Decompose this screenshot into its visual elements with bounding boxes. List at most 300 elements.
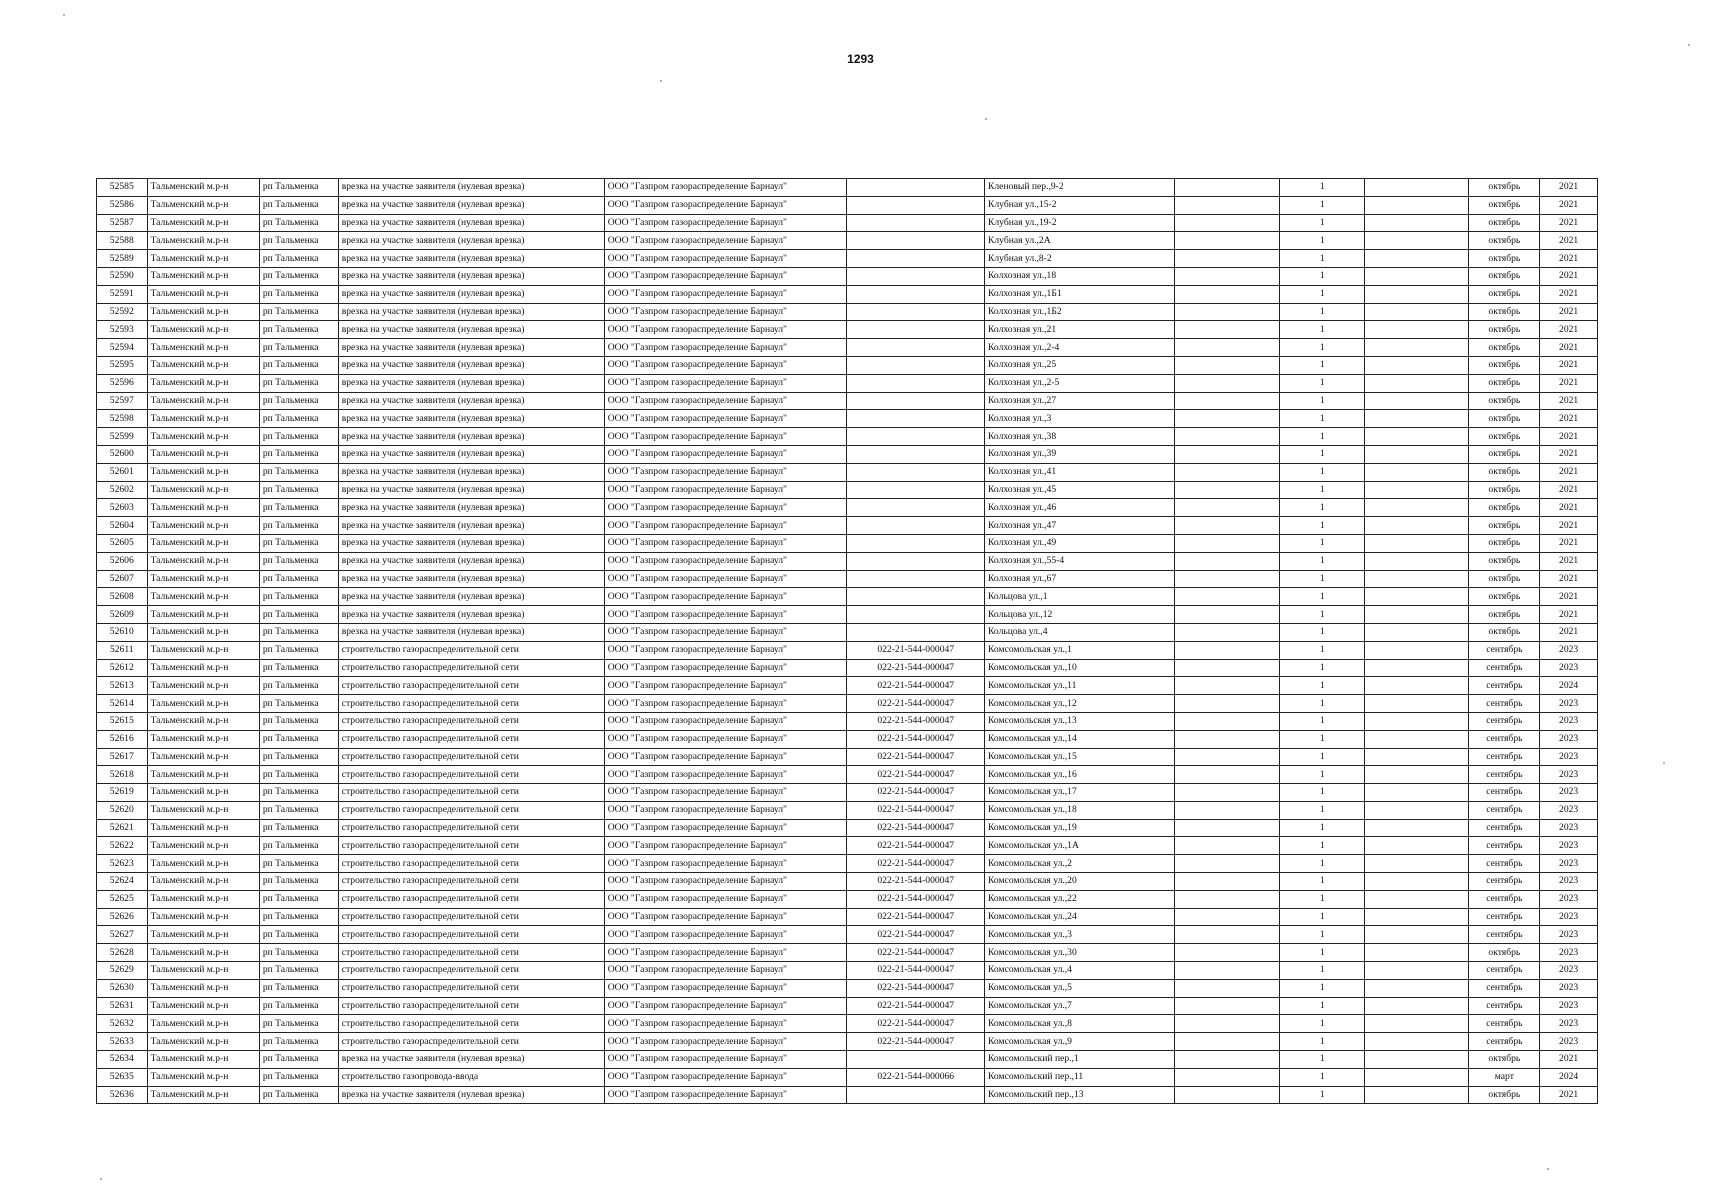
cell-num: 52601 [97, 463, 148, 481]
cell-settlement: рп Тальменка [259, 374, 338, 392]
cell-address: Колхозная ул.,2-4 [985, 339, 1175, 357]
cell-num: 52618 [97, 766, 148, 784]
cell-work: врезка на участке заявителя (нулевая врезка) [338, 267, 604, 285]
cell-district: Тальменский м.р-н [147, 410, 259, 428]
cell-district: Тальменский м.р-н [147, 303, 259, 321]
cell-empty [1175, 374, 1280, 392]
cell-address: Комсомольская ул.,1А [985, 837, 1175, 855]
cell-work: врезка на участке заявителя (нулевая врезка) [338, 517, 604, 535]
cell-org: ООО "Газпром газораспределение Барнаул" [604, 250, 847, 268]
cell-empty [1365, 712, 1469, 730]
cell-count: 1 [1280, 303, 1365, 321]
cell-empty [1175, 428, 1280, 446]
cell-month: октябрь [1469, 285, 1540, 303]
cell-district: Тальменский м.р-н [147, 552, 259, 570]
cell-org: ООО "Газпром газораспределение Барнаул" [604, 819, 847, 837]
cell-address: Комсомольская ул.,1 [985, 641, 1175, 659]
cell-month: октябрь [1469, 606, 1540, 624]
cell-num: 52588 [97, 232, 148, 250]
cell-org: ООО "Газпром газораспределение Барнаул" [604, 890, 847, 908]
cell-org: ООО "Газпром газораспределение Барнаул" [604, 232, 847, 250]
cell-org: ООО "Газпром газораспределение Барнаул" [604, 588, 847, 606]
cell-settlement: рп Тальменка [259, 1086, 338, 1104]
cell-settlement: рп Тальменка [259, 1051, 338, 1069]
cell-settlement: рп Тальменка [259, 944, 338, 962]
cell-org: ООО "Газпром газораспределение Барнаул" [604, 997, 847, 1015]
cell-work: врезка на участке заявителя (нулевая врезка) [338, 339, 604, 357]
cell-code: 022-21-544-000047 [847, 766, 985, 784]
cell-empty [1365, 339, 1469, 357]
table-row [97, 1051, 1598, 1069]
cell-empty [1365, 214, 1469, 232]
scan-speck [1547, 1168, 1549, 1170]
cell-work: строительство газораспределительной сети [338, 979, 604, 997]
cell-empty [1175, 819, 1280, 837]
cell-org: ООО "Газпром газораспределение Барнаул" [604, 944, 847, 962]
cell-empty [1365, 588, 1469, 606]
cell-year: 2023 [1540, 979, 1598, 997]
table-row [97, 748, 1598, 766]
cell-empty [1175, 712, 1280, 730]
cell-work: строительство газораспределительной сети [338, 801, 604, 819]
cell-settlement: рп Тальменка [259, 232, 338, 250]
cell-empty [1365, 428, 1469, 446]
cell-org: ООО "Газпром газораспределение Барнаул" [604, 517, 847, 535]
cell-district: Тальменский м.р-н [147, 606, 259, 624]
cell-settlement: рп Тальменка [259, 712, 338, 730]
cell-address: Комсомольская ул.,18 [985, 801, 1175, 819]
cell-year: 2021 [1540, 410, 1598, 428]
cell-address: Комсомольская ул.,16 [985, 766, 1175, 784]
table-row [97, 303, 1598, 321]
cell-empty [1365, 641, 1469, 659]
cell-month: октябрь [1469, 250, 1540, 268]
cell-code [847, 570, 985, 588]
cell-empty [1365, 837, 1469, 855]
cell-org: ООО "Газпром газораспределение Барнаул" [604, 766, 847, 784]
cell-num: 52622 [97, 837, 148, 855]
cell-month: октябрь [1469, 321, 1540, 339]
cell-month: сентябрь [1469, 712, 1540, 730]
cell-month: октябрь [1469, 463, 1540, 481]
cell-count: 1 [1280, 677, 1365, 695]
cell-month: октябрь [1469, 1051, 1540, 1069]
cell-month: октябрь [1469, 428, 1540, 446]
cell-work: строительство газораспределительной сети [338, 695, 604, 713]
cell-address: Клубная ул.,15-2 [985, 196, 1175, 214]
cell-year: 2021 [1540, 534, 1598, 552]
table-row [97, 677, 1598, 695]
cell-org: ООО "Газпром газораспределение Барнаул" [604, 463, 847, 481]
cell-org: ООО "Газпром газораспределение Барнаул" [604, 1086, 847, 1104]
table-row [97, 481, 1598, 499]
cell-address: Колхозная ул.,2-5 [985, 374, 1175, 392]
cell-org: ООО "Газпром газораспределение Барнаул" [604, 481, 847, 499]
cell-org: ООО "Газпром газораспределение Барнаул" [604, 321, 847, 339]
cell-settlement: рп Тальменка [259, 303, 338, 321]
cell-org: ООО "Газпром газораспределение Барнаул" [604, 356, 847, 374]
cell-empty [1365, 481, 1469, 499]
cell-year: 2021 [1540, 196, 1598, 214]
cell-count: 1 [1280, 428, 1365, 446]
cell-org: ООО "Газпром газораспределение Барнаул" [604, 445, 847, 463]
cell-settlement: рп Тальменка [259, 285, 338, 303]
cell-address: Кольцова ул.,1 [985, 588, 1175, 606]
cell-work: врезка на участке заявителя (нулевая врезка) [338, 606, 604, 624]
cell-empty [1365, 1033, 1469, 1051]
cell-empty [1175, 499, 1280, 517]
cell-num: 52633 [97, 1033, 148, 1051]
table-row [97, 321, 1598, 339]
cell-empty [1365, 890, 1469, 908]
cell-num: 52597 [97, 392, 148, 410]
cell-num: 52585 [97, 179, 148, 197]
cell-empty [1175, 445, 1280, 463]
table-row [97, 588, 1598, 606]
cell-num: 52591 [97, 285, 148, 303]
cell-code [847, 356, 985, 374]
cell-district: Тальменский м.р-н [147, 890, 259, 908]
cell-empty [1365, 232, 1469, 250]
cell-org: ООО "Газпром газораспределение Барнаул" [604, 570, 847, 588]
table-row [97, 392, 1598, 410]
cell-work: строительство газораспределительной сети [338, 873, 604, 891]
cell-district: Тальменский м.р-н [147, 339, 259, 357]
cell-work: строительство газораспределительной сети [338, 766, 604, 784]
cell-district: Тальменский м.р-н [147, 837, 259, 855]
cell-settlement: рп Тальменка [259, 766, 338, 784]
cell-settlement: рп Тальменка [259, 1033, 338, 1051]
cell-month: октябрь [1469, 196, 1540, 214]
cell-settlement: рп Тальменка [259, 623, 338, 641]
cell-district: Тальменский м.р-н [147, 570, 259, 588]
cell-month: сентябрь [1469, 1015, 1540, 1033]
cell-address: Кольцова ул.,4 [985, 623, 1175, 641]
cell-num: 52595 [97, 356, 148, 374]
cell-code: 022-21-544-000047 [847, 837, 985, 855]
cell-year: 2021 [1540, 463, 1598, 481]
cell-num: 52604 [97, 517, 148, 535]
cell-empty [1175, 214, 1280, 232]
cell-count: 1 [1280, 570, 1365, 588]
cell-num: 52616 [97, 730, 148, 748]
cell-empty [1175, 179, 1280, 197]
cell-num: 52594 [97, 339, 148, 357]
table-row [97, 339, 1598, 357]
cell-code: 022-21-544-000066 [847, 1068, 985, 1086]
cell-settlement: рп Тальменка [259, 392, 338, 410]
cell-empty [1365, 392, 1469, 410]
cell-org: ООО "Газпром газораспределение Барнаул" [604, 499, 847, 517]
cell-district: Тальменский м.р-н [147, 730, 259, 748]
cell-district: Тальменский м.р-н [147, 1068, 259, 1086]
table-row [97, 926, 1598, 944]
cell-year: 2021 [1540, 623, 1598, 641]
cell-address: Клубная ул.,8-2 [985, 250, 1175, 268]
cell-num: 52593 [97, 321, 148, 339]
cell-count: 1 [1280, 730, 1365, 748]
cell-settlement: рп Тальменка [259, 837, 338, 855]
table-row [97, 1033, 1598, 1051]
cell-code: 022-21-544-000047 [847, 944, 985, 962]
cell-org: ООО "Газпром газораспределение Барнаул" [604, 837, 847, 855]
cell-empty [1175, 303, 1280, 321]
table-row [97, 232, 1598, 250]
cell-empty [1365, 1068, 1469, 1086]
cell-org: ООО "Газпром газораспределение Барнаул" [604, 196, 847, 214]
cell-empty [1175, 944, 1280, 962]
cell-num: 52628 [97, 944, 148, 962]
cell-org: ООО "Газпром газораспределение Барнаул" [604, 428, 847, 446]
cell-month: октябрь [1469, 392, 1540, 410]
cell-empty [1175, 339, 1280, 357]
cell-month: март [1469, 1068, 1540, 1086]
cell-code [847, 339, 985, 357]
cell-code [847, 445, 985, 463]
cell-district: Тальменский м.р-н [147, 926, 259, 944]
cell-district: Тальменский м.р-н [147, 712, 259, 730]
cell-district: Тальменский м.р-н [147, 588, 259, 606]
table-row [97, 463, 1598, 481]
cell-org: ООО "Газпром газораспределение Барнаул" [604, 748, 847, 766]
cell-year: 2021 [1540, 552, 1598, 570]
cell-address: Клубная ул.,19-2 [985, 214, 1175, 232]
cell-empty [1175, 659, 1280, 677]
cell-code [847, 392, 985, 410]
table-row [97, 890, 1598, 908]
cell-num: 52592 [97, 303, 148, 321]
cell-month: сентябрь [1469, 873, 1540, 891]
cell-code [847, 410, 985, 428]
cell-code [847, 232, 985, 250]
cell-org: ООО "Газпром газораспределение Барнаул" [604, 214, 847, 232]
cell-month: сентябрь [1469, 1033, 1540, 1051]
cell-district: Тальменский м.р-н [147, 232, 259, 250]
table-row [97, 979, 1598, 997]
cell-empty [1365, 267, 1469, 285]
table-row [97, 517, 1598, 535]
cell-num: 52630 [97, 979, 148, 997]
cell-district: Тальменский м.р-н [147, 445, 259, 463]
cell-address: Комсомольская ул.,7 [985, 997, 1175, 1015]
cell-settlement: рп Тальменка [259, 356, 338, 374]
cell-code [847, 196, 985, 214]
cell-count: 1 [1280, 784, 1365, 802]
cell-empty [1365, 962, 1469, 980]
cell-code: 022-21-544-000047 [847, 1033, 985, 1051]
cell-district: Тальменский м.р-н [147, 979, 259, 997]
cell-count: 1 [1280, 712, 1365, 730]
cell-address: Колхозная ул.,18 [985, 267, 1175, 285]
cell-org: ООО "Газпром газораспределение Барнаул" [604, 641, 847, 659]
cell-code [847, 214, 985, 232]
cell-code [847, 499, 985, 517]
cell-num: 52624 [97, 873, 148, 891]
cell-code: 022-21-544-000047 [847, 962, 985, 980]
cell-empty [1175, 979, 1280, 997]
cell-num: 52631 [97, 997, 148, 1015]
cell-year: 2023 [1540, 712, 1598, 730]
cell-work: врезка на участке заявителя (нулевая врезка) [338, 588, 604, 606]
cell-org: ООО "Газпром газораспределение Барнаул" [604, 1033, 847, 1051]
cell-code: 022-21-544-000047 [847, 1015, 985, 1033]
cell-work: врезка на участке заявителя (нулевая врезка) [338, 232, 604, 250]
cell-num: 52602 [97, 481, 148, 499]
cell-count: 1 [1280, 890, 1365, 908]
cell-work: строительство газораспределительной сети [338, 1015, 604, 1033]
cell-empty [1175, 392, 1280, 410]
cell-settlement: рп Тальменка [259, 695, 338, 713]
cell-month: октябрь [1469, 570, 1540, 588]
cell-month: октябрь [1469, 445, 1540, 463]
cell-month: сентябрь [1469, 748, 1540, 766]
cell-district: Тальменский м.р-н [147, 1086, 259, 1104]
cell-address: Колхозная ул.,46 [985, 499, 1175, 517]
cell-year: 2021 [1540, 339, 1598, 357]
cell-address: Комсомольская ул.,22 [985, 890, 1175, 908]
cell-settlement: рп Тальменка [259, 552, 338, 570]
cell-year: 2021 [1540, 428, 1598, 446]
cell-empty [1175, 606, 1280, 624]
cell-settlement: рп Тальменка [259, 908, 338, 926]
cell-year: 2021 [1540, 321, 1598, 339]
cell-work: строительство газораспределительной сети [338, 837, 604, 855]
cell-num: 52607 [97, 570, 148, 588]
cell-year: 2021 [1540, 445, 1598, 463]
table-row [97, 801, 1598, 819]
cell-district: Тальменский м.р-н [147, 641, 259, 659]
cell-code: 022-21-544-000047 [847, 979, 985, 997]
cell-empty [1365, 196, 1469, 214]
cell-num: 52598 [97, 410, 148, 428]
cell-empty [1175, 1051, 1280, 1069]
cell-empty [1365, 517, 1469, 535]
scan-speck [985, 118, 987, 120]
cell-settlement: рп Тальменка [259, 517, 338, 535]
cell-code: 022-21-544-000047 [847, 855, 985, 873]
cell-code: 022-21-544-000047 [847, 908, 985, 926]
cell-org: ООО "Газпром газораспределение Барнаул" [604, 873, 847, 891]
cell-month: сентябрь [1469, 997, 1540, 1015]
cell-num: 52634 [97, 1051, 148, 1069]
cell-year: 2021 [1540, 250, 1598, 268]
cell-work: строительство газораспределительной сети [338, 855, 604, 873]
cell-num: 52617 [97, 748, 148, 766]
cell-month: сентябрь [1469, 837, 1540, 855]
cell-year: 2023 [1540, 819, 1598, 837]
cell-district: Тальменский м.р-н [147, 801, 259, 819]
cell-num: 52605 [97, 534, 148, 552]
cell-count: 1 [1280, 606, 1365, 624]
cell-work: врезка на участке заявителя (нулевая врезка) [338, 196, 604, 214]
cell-district: Тальменский м.р-н [147, 392, 259, 410]
cell-empty [1175, 1015, 1280, 1033]
cell-code: 022-21-544-000047 [847, 730, 985, 748]
cell-count: 1 [1280, 855, 1365, 873]
table-row [97, 570, 1598, 588]
cell-count: 1 [1280, 1033, 1365, 1051]
table-row [97, 641, 1598, 659]
cell-num: 52625 [97, 890, 148, 908]
cell-code [847, 517, 985, 535]
cell-work: врезка на участке заявителя (нулевая врезка) [338, 214, 604, 232]
cell-empty [1365, 623, 1469, 641]
table-row [97, 445, 1598, 463]
cell-empty [1365, 944, 1469, 962]
cell-address: Комсомольская ул.,5 [985, 979, 1175, 997]
table-row [97, 997, 1598, 1015]
cell-work: строительство газопровода-ввода [338, 1068, 604, 1086]
cell-work: врезка на участке заявителя (нулевая врезка) [338, 179, 604, 197]
cell-year: 2021 [1540, 606, 1598, 624]
cell-work: строительство газораспределительной сети [338, 677, 604, 695]
cell-work: строительство газораспределительной сети [338, 659, 604, 677]
cell-district: Тальменский м.р-н [147, 463, 259, 481]
cell-month: сентябрь [1469, 801, 1540, 819]
cell-empty [1365, 873, 1469, 891]
cell-num: 52629 [97, 962, 148, 980]
cell-address: Комсомольская ул.,8 [985, 1015, 1175, 1033]
cell-empty [1175, 232, 1280, 250]
cell-year: 2023 [1540, 748, 1598, 766]
cell-empty [1175, 695, 1280, 713]
cell-num: 52600 [97, 445, 148, 463]
cell-org: ООО "Газпром газораспределение Барнаул" [604, 285, 847, 303]
cell-year: 2021 [1540, 499, 1598, 517]
cell-district: Тальменский м.р-н [147, 517, 259, 535]
cell-empty [1175, 962, 1280, 980]
cell-empty [1175, 837, 1280, 855]
cell-district: Тальменский м.р-н [147, 623, 259, 641]
cell-empty [1365, 855, 1469, 873]
cell-address: Комсомольская ул.,13 [985, 712, 1175, 730]
cell-district: Тальменский м.р-н [147, 285, 259, 303]
table-row [97, 267, 1598, 285]
cell-code [847, 1051, 985, 1069]
cell-district: Тальменский м.р-н [147, 499, 259, 517]
cell-empty [1175, 801, 1280, 819]
cell-settlement: рп Тальменка [259, 463, 338, 481]
table-row [97, 855, 1598, 873]
cell-num: 52612 [97, 659, 148, 677]
cell-year: 2021 [1540, 517, 1598, 535]
cell-address: Комсомольская ул.,24 [985, 908, 1175, 926]
cell-district: Тальменский м.р-н [147, 179, 259, 197]
cell-month: октябрь [1469, 517, 1540, 535]
cell-code [847, 374, 985, 392]
cell-count: 1 [1280, 463, 1365, 481]
cell-count: 1 [1280, 641, 1365, 659]
cell-work: врезка на участке заявителя (нулевая врезка) [338, 623, 604, 641]
cell-month: октябрь [1469, 499, 1540, 517]
cell-settlement: рп Тальменка [259, 997, 338, 1015]
cell-year: 2023 [1540, 837, 1598, 855]
cell-count: 1 [1280, 997, 1365, 1015]
cell-address: Комсомольская ул.,12 [985, 695, 1175, 713]
cell-empty [1175, 534, 1280, 552]
cell-year: 2023 [1540, 1033, 1598, 1051]
cell-empty [1175, 730, 1280, 748]
cell-address: Колхозная ул.,3 [985, 410, 1175, 428]
cell-district: Тальменский м.р-н [147, 659, 259, 677]
cell-work: врезка на участке заявителя (нулевая врезка) [338, 534, 604, 552]
cell-address: Кленовый пер.,9-2 [985, 179, 1175, 197]
cell-address: Комсомольский пер.,11 [985, 1068, 1175, 1086]
cell-empty [1365, 321, 1469, 339]
cell-year: 2023 [1540, 926, 1598, 944]
cell-work: врезка на участке заявителя (нулевая врезка) [338, 1051, 604, 1069]
table-row [97, 1068, 1598, 1086]
